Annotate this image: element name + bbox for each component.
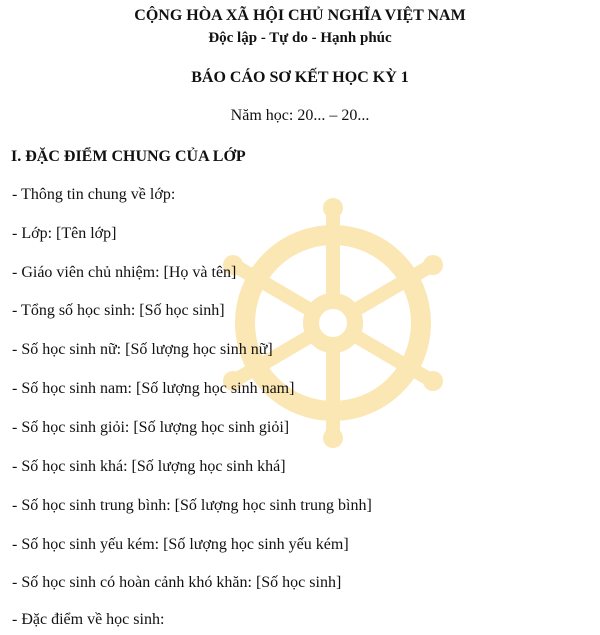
list-item: - Số học sinh nam: [Số lượng học sinh nam] <box>12 380 295 397</box>
list-item: - Số học sinh nữ: [Số lượng học sinh nữ] <box>12 341 273 358</box>
list-item: - Số học sinh yếu kém: [Số lượng học sinh yếu kém] <box>12 536 349 553</box>
report-title: BÁO CÁO SƠ KẾT HỌC KỲ 1 <box>191 69 409 86</box>
list-item: - Số học sinh trung bình: [Số lượng học sinh trung bình] <box>12 497 372 514</box>
list-item: - Lớp: [Tên lớp] <box>12 225 117 242</box>
section-heading: I. ĐẶC ĐIỂM CHUNG CỦA LỚP <box>11 148 246 165</box>
list-item: - Giáo viên chủ nhiệm: [Họ và tên] <box>12 264 237 281</box>
country-header: CỘNG HÒA XÃ HỘI CHỦ NGHĨA VIỆT NAM <box>134 7 466 24</box>
ship-wheel-watermark-icon <box>208 198 458 448</box>
list-item: - Tổng số học sinh: [Số học sinh] <box>12 302 225 319</box>
list-item: - Số học sinh khá: [Số lượng học sinh khá] <box>12 458 286 475</box>
motto: Độc lập - Tự do - Hạnh phúc <box>208 30 392 46</box>
list-item: - Đặc điểm về học sinh: <box>12 611 165 628</box>
school-year: Năm học: 20... – 20... <box>230 107 370 124</box>
list-item: - Số học sinh có hoàn cảnh khó khăn: [Số học sinh] <box>12 574 342 591</box>
list-item: - Số học sinh giỏi: [Số lượng học sinh giỏi] <box>12 419 290 436</box>
list-item: - Thông tin chung về lớp: <box>12 186 176 203</box>
